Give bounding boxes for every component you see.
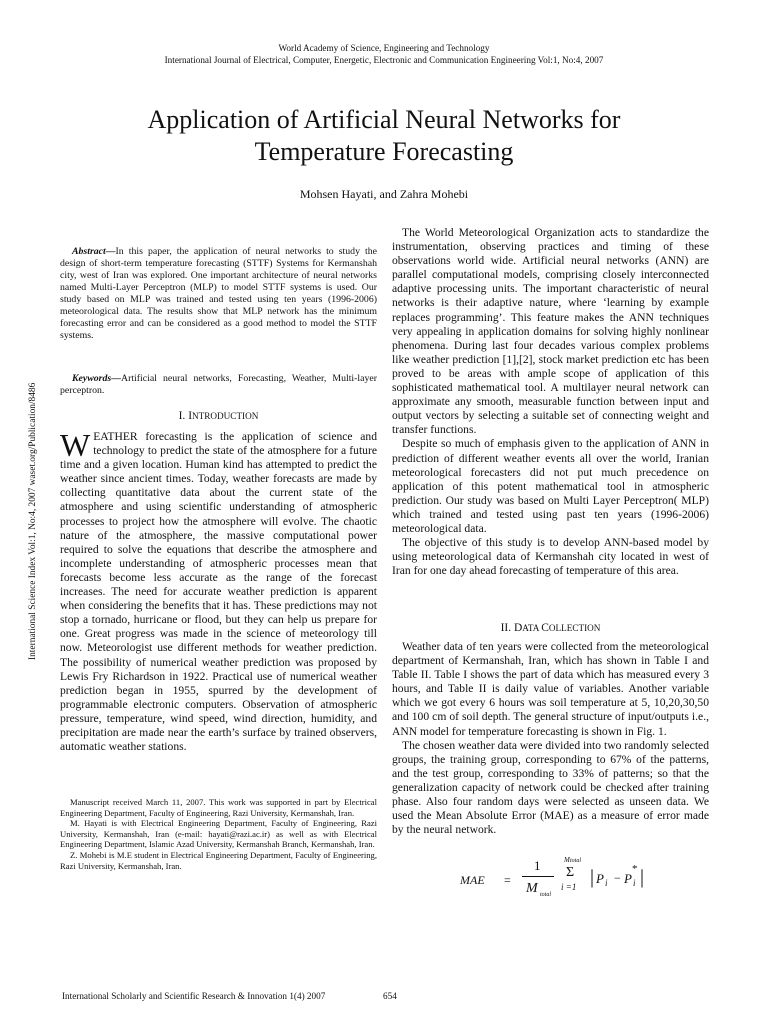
introduction-body bbox=[60, 427, 377, 754]
eq-minus: − bbox=[614, 871, 621, 885]
paragraph-wmo: The World Meteorological Organization acts to standardize the instrumentation, observing practices and timing of these observations world wide. Artificial neural networks (ANN) are parallel computational models, comprising closely interconnected adaptive processing units. The important characteristic of neural networks is their adaptive nature, where ‘learning by example replaces programming’. This feature makes the ANN techniques very appealing in application domains for solving highly nonlinear phenomena. During last four decades various complex problems like weather prediction [1],[2], stock market prediction etc has been proved to be areas with ample scope of application of this sophisticated mathematical tool. A multilayer neural network can approximate any smooth, measurable function between input and output vectors by selecting a suitable set of connecting weight and transfer functions. bbox=[392, 226, 709, 437]
eq-p1-sub: i bbox=[605, 878, 608, 888]
mae-equation bbox=[460, 856, 650, 906]
page-footer: International Scholarly and Scientific Research & Innovation 1(4) 2007 bbox=[62, 991, 326, 1001]
eq-abs-right: | bbox=[640, 866, 645, 888]
page-number: 654 bbox=[383, 991, 397, 1001]
section-heading-introduction bbox=[60, 409, 377, 423]
keywords-label: Keywords bbox=[72, 373, 112, 384]
eq-sum-bottom: i =1 bbox=[561, 882, 577, 892]
eq-denominator: M bbox=[526, 881, 538, 896]
journal-header-line1: World Academy of Science, Engineering and Technology bbox=[278, 43, 490, 53]
drop-cap: W bbox=[60, 427, 91, 463]
keywords bbox=[60, 373, 377, 397]
data-collection-body bbox=[392, 640, 709, 837]
footnotes bbox=[60, 797, 377, 871]
sidebar-index-text: International Science Index Vol:1, No:4, 2007 waset.org/Publication/8486 bbox=[28, 382, 38, 660]
section-number: II. bbox=[500, 622, 512, 634]
paragraph-chosen-data: The chosen weather data were divided into two randomly selected groups, the training group, corresponding to 67% of the patterns, and the test group, corresponding to 33% of patterns; so that the generalization capacity of network could be checked after training phase. Also four random days were selected as unseen data. We used the Mean Absolute Error (MAE) as a measure of error made by the neural network. bbox=[392, 738, 709, 837]
eq-lhs: MAE bbox=[460, 873, 485, 887]
eq-p2-sub: i bbox=[633, 878, 636, 888]
section-cap-2: C bbox=[541, 622, 549, 634]
eq-sum-top: M bbox=[564, 856, 570, 864]
section-rest: ATA bbox=[522, 623, 542, 633]
eq-p1: P bbox=[596, 871, 604, 886]
eq-sum-top-sub: total bbox=[570, 858, 582, 864]
abstract-label: Abstract bbox=[72, 246, 106, 257]
eq-numerator: 1 bbox=[534, 858, 541, 873]
title-line-1: Application of Artificial Neural Networks for bbox=[147, 105, 621, 134]
section-rest: NTRODUCTION bbox=[192, 411, 259, 421]
paragraph-objective: The objective of this study is to develop ANN-based model by using meteorological data of Kermanshah city located in west of Iran for one day ahead forecasting of temperature of this area. bbox=[392, 536, 709, 578]
section-cap: D bbox=[513, 622, 523, 634]
abstract-dash: — bbox=[105, 246, 116, 257]
paragraph-weather-data: Weather data of ten years were collected from the meteorological department of Kermanshah, Iran, which has shown in Table I and Table II. Table I shows the part of data which has measured every 3 hours, and Table II is daily value of variables. Another variable which we got every 6 hours was soil temperature at 5, 10,20,30,50 and 100 cm of soil depth. The general structure of input/outputs i.e., ANN model for temperature forecasting is shown in Fig. 1. bbox=[392, 640, 709, 738]
journal-header-line2: International Journal of Electrical, Computer, Energetic, Electronic and Communication Engineering Vol:1, No:4, 2007 bbox=[164, 55, 604, 65]
abstract-text: In this paper, the application of neural networks to study the design of short-term temperature forecasting (STTF) Systems for Kermanshah city, west of Iran was explored. One important architecture of neural networks named Multi-Layer Perceptron (MLP) to model STTF systems is used. Our study based on MLP was trained and tested using ten years (1996-2006) meteorological data. The results show that MLP network has the minimum forecasting error and can be considered as a good method to model the STTF systems. bbox=[60, 246, 377, 341]
section-rest-2: OLLECTION bbox=[548, 623, 601, 633]
keywords-text: Artificial neural networks, Forecasting, Weather, Multi-layer perceptron. bbox=[60, 373, 377, 396]
eq-abs-left: | bbox=[590, 866, 595, 888]
section-number: I. bbox=[178, 410, 186, 422]
eq-denominator-sub: total bbox=[540, 892, 552, 898]
authors: Mohsen Hayati, and Zahra Mohebi bbox=[299, 187, 469, 201]
footnote-2: M. Hayati is with Electrical Engineering Department, Faculty of Engineering, Razi University, Kermanshah, Iran (e-mail: hayati@razi.ac.ir) as well as with Electrical Engineering Department, Islamic Azad University, Kermanshah Branch, Kermanshah, Iran. bbox=[60, 818, 377, 850]
eq-p2: P bbox=[624, 871, 632, 886]
introduction-text: EATHER forecasting is the application of science and technology to predict the state of the atmosphere for a future time and a given location. Human kind has attempted to predict the weather since ancient times. Today, weather forecasts are made by collecting quantitative data about the current state of the atmosphere and using scientific understanding of atmospheric processes to project how the atmosphere will evolve. The chaotic nature of the atmosphere, the massive computational power required to solve the equations that describe the atmosphere and incomplete understanding of atmospheric processes mean that forecasts become less accurate as the range of the forecast increases. The need for accurate weather prediction is apparent when considering the benefits that it has. These predictions may not stop a tornado, hurricane or flood, but they can help us prepare for one. Great progress was made in the science of meteorology till now. Meteorologist use different methods for weather prediction. The possibility of numerical weather prediction was proposed by Lewis Fry Richardson in 1922. Practical use of numerical weather prediction began in 1955, spurred by the development of programmable electronic computers. Observation of atmospheric pressure, temperature, wind speed, wind direction, humidity, and precipitation are made near the earth’s surface by trained observers, automatic weather stations. bbox=[60, 430, 377, 754]
abstract bbox=[60, 246, 377, 342]
footnote-1: Manuscript received March 11, 2007. This work was supported in part by Electrical Engineering Department, Faculty of Engineering, Razi University, Kermanshah, Iran. bbox=[60, 797, 377, 818]
paper-title bbox=[0, 104, 768, 168]
keywords-dash: — bbox=[111, 373, 121, 384]
title-line-2: Temperature Forecasting bbox=[254, 137, 514, 166]
section-heading-data-collection bbox=[392, 621, 709, 635]
eq-fraction-bar bbox=[522, 876, 554, 877]
eq-equals: = bbox=[504, 873, 511, 887]
eq-sigma: Σ bbox=[566, 865, 575, 880]
eq-star: * bbox=[632, 863, 638, 875]
right-intro bbox=[392, 226, 709, 578]
paragraph-despite: Despite so much of emphasis given to the application of ANN in prediction of different weather events all over the world, Iranian meteorological forecasters did not put much precedence on application of this potent mathematical tool in atmospheric prediction. Our study was based on Multi Layer Perceptron( MLP) which trained and tested using past ten years (1996-2006) meteorological data. bbox=[392, 437, 709, 535]
section-cap: I bbox=[188, 410, 193, 422]
footnote-3: Z. Mohebi is M.E student in Electrical Engineering Department, Faculty of Engineering, Razi University, Kermanshah, Iran. bbox=[60, 849, 377, 871]
